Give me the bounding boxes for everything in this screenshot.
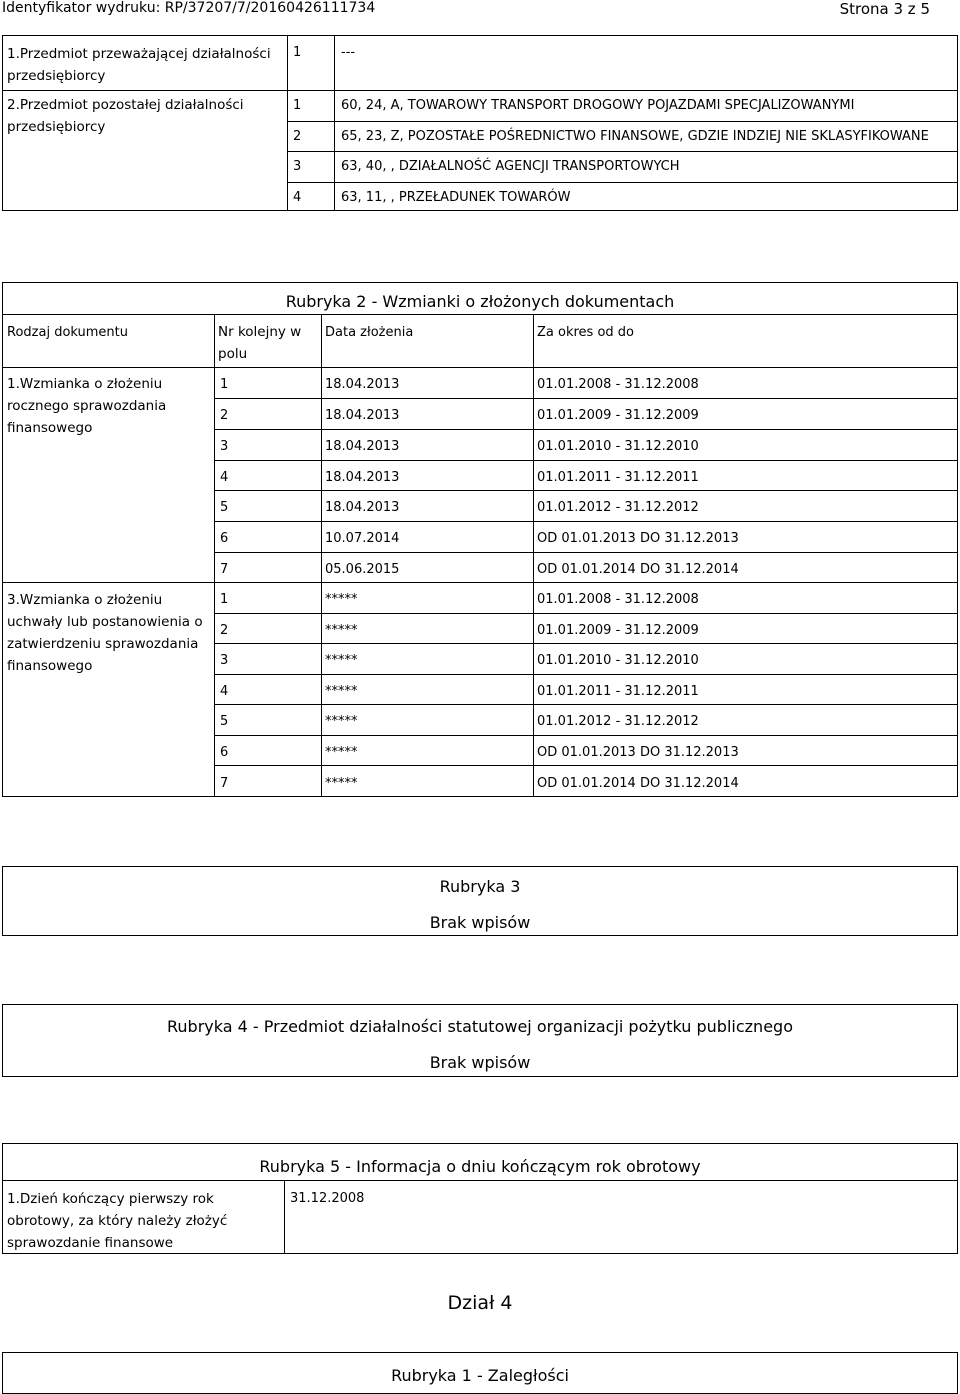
- column-header: Rodzaj dokumentu: [7, 325, 128, 340]
- rubryka-3-box: [2, 866, 958, 936]
- row-date: *****: [325, 623, 358, 638]
- row-nr: 4: [220, 470, 229, 485]
- row-nr: 5: [220, 714, 229, 729]
- other-activity-nr: 1: [293, 98, 302, 113]
- column-header: Data złożenia: [325, 325, 414, 340]
- row-nr: 2: [220, 408, 229, 423]
- row-nr: 1: [220, 377, 229, 392]
- main-activity-nr: 1: [293, 45, 302, 60]
- other-activity-nr: 3: [293, 159, 302, 174]
- row-period: 01.01.2009 - 31.12.2009: [537, 623, 699, 638]
- other-activity-value: 63, 40, , DZIAŁALNOŚĆ AGENCJI TRANSPORTOWYCH: [341, 159, 680, 174]
- row-date: *****: [325, 592, 358, 607]
- row-date: *****: [325, 745, 358, 760]
- row-period: 01.01.2008 - 31.12.2008: [537, 592, 699, 607]
- rubryka-1-box: [2, 1352, 958, 1394]
- row-date: 18.04.2013: [325, 500, 400, 515]
- row-nr: 3: [220, 439, 229, 454]
- row-nr: 5: [220, 500, 229, 515]
- row-nr: 7: [220, 776, 229, 791]
- other-activity-value: 65, 23, Z, POZOSTAŁE POŚREDNICTWO FINANSOWE, GDZIE INDZIEJ NIE SKLASYFIKOWANE: [341, 129, 929, 144]
- rubryka-2-table: [2, 282, 958, 797]
- main-activity-value: ---: [341, 45, 356, 60]
- row-nr: 2: [220, 623, 229, 638]
- row-date: 18.04.2013: [325, 470, 400, 485]
- row-nr: 7: [220, 562, 229, 577]
- row-period: 01.01.2012 - 31.12.2012: [537, 500, 699, 515]
- fiscal-year-value: 31.12.2008: [290, 1191, 365, 1206]
- row-period: 01.01.2011 - 31.12.2011: [537, 684, 699, 699]
- rubryka-5-table: [2, 1143, 958, 1254]
- rubryka-4-empty: Brak wpisów: [429, 1053, 531, 1072]
- row-period: OD 01.01.2014 DO 31.12.2014: [537, 562, 739, 577]
- column-header: Nr kolejny w polu: [218, 324, 302, 362]
- row-period: 01.01.2008 - 31.12.2008: [537, 377, 699, 392]
- other-activity-label: 2.Przedmiot pozostałej działalności przedsiębiorcy: [7, 97, 244, 135]
- row-date: *****: [325, 714, 358, 729]
- print-header: [0, 0, 960, 16]
- rubryka-4-box: [2, 1004, 958, 1077]
- row-date: *****: [325, 776, 358, 791]
- row-period: OD 01.01.2014 DO 31.12.2014: [537, 776, 739, 791]
- rubryka-2-title: Rubryka 2 - Wzmianki o złożonych dokumentach: [285, 292, 675, 311]
- rubryka-4-title: Rubryka 4 - Przedmiot działalności statutowej organizacji pożytku publicznego: [167, 1017, 793, 1036]
- row-period: 01.01.2009 - 31.12.2009: [537, 408, 699, 423]
- other-activity-value: 60, 24, A, TOWAROWY TRANSPORT DROGOWY POJAZDAMI SPECJALIZOWANYMI: [341, 98, 855, 113]
- other-activity-nr: 2: [293, 129, 302, 144]
- row-period: 01.01.2010 - 31.12.2010: [537, 653, 699, 668]
- row-date: 18.04.2013: [325, 408, 400, 423]
- row-nr: 6: [220, 745, 229, 760]
- row-period: 01.01.2012 - 31.12.2012: [537, 714, 699, 729]
- rubryka-3-title: Rubryka 3: [439, 877, 521, 896]
- dzial-4-title: Dział 4: [447, 1292, 513, 1314]
- row-date: *****: [325, 684, 358, 699]
- column-header: Za okres od do: [537, 325, 634, 340]
- document-type-label: 1.Wzmianka o złożeniu rocznego sprawozdania finansowego: [7, 376, 167, 436]
- row-nr: 6: [220, 531, 229, 546]
- row-period: 01.01.2011 - 31.12.2011: [537, 470, 699, 485]
- row-date: 05.06.2015: [325, 562, 400, 577]
- row-date: 10.07.2014: [325, 531, 400, 546]
- row-nr: 1: [220, 592, 229, 607]
- row-date: *****: [325, 653, 358, 668]
- rubryka-1-title: Rubryka 1 - Zaległości: [391, 1366, 569, 1385]
- page-number: Strona 3 z 5: [839, 0, 930, 18]
- activity-table: [2, 35, 958, 211]
- main-activity-label: 1.Przedmiot przeważającej działalności przedsiębiorcy: [7, 46, 271, 84]
- fiscal-year-label: 1.Dzień kończący pierwszy rok obrotowy, za który należy złożyć sprawozdanie finansowe: [7, 1191, 228, 1251]
- rubryka-3-empty: Brak wpisów: [429, 913, 531, 932]
- document-type-label: 3.Wzmianka o złożeniu uchwały lub postanowienia o zatwierdzeniu sprawozdania finansowego: [7, 592, 203, 674]
- print-id: Identyfikator wydruku: RP/37207/7/20160426111734: [2, 0, 376, 16]
- row-date: 18.04.2013: [325, 377, 400, 392]
- other-activity-value: 63, 11, , PRZEŁADUNEK TOWARÓW: [341, 190, 571, 205]
- other-activity-nr: 4: [293, 190, 302, 205]
- rubryka-5-title: Rubryka 5 - Informacja o dniu kończącym rok obrotowy: [259, 1157, 701, 1176]
- row-period: 01.01.2010 - 31.12.2010: [537, 439, 699, 454]
- row-date: 18.04.2013: [325, 439, 400, 454]
- row-period: OD 01.01.2013 DO 31.12.2013: [537, 531, 739, 546]
- row-nr: 3: [220, 653, 229, 668]
- row-period: OD 01.01.2013 DO 31.12.2013: [537, 745, 739, 760]
- row-nr: 4: [220, 684, 229, 699]
